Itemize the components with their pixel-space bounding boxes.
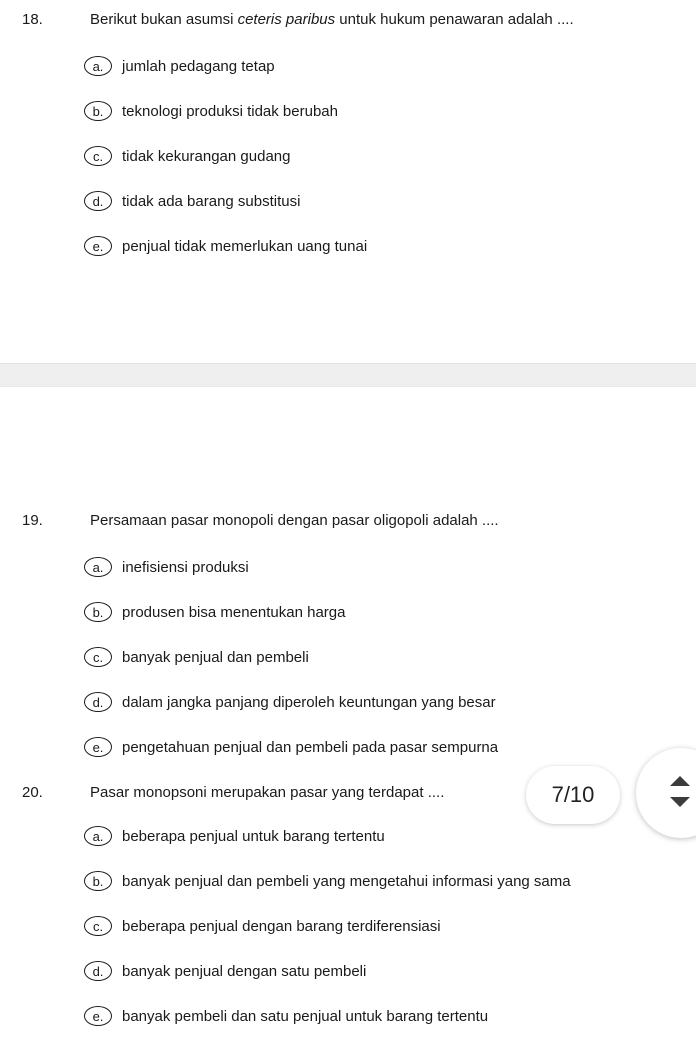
option-text: tidak ada barang substitusi [122, 192, 301, 210]
option-letter-badge: d. [84, 692, 112, 712]
option-letter-badge: b. [84, 602, 112, 622]
option-b [84, 870, 571, 892]
option-a [84, 556, 249, 578]
option-text: dalam jangka panjang diperoleh keuntungan yang besar [122, 693, 496, 711]
question-text: Berikut bukan asumsi ceteris paribus untuk hukum penawaran adalah .... [90, 11, 574, 28]
option-letter-badge: e. [84, 737, 112, 757]
option-text: banyak pembeli dan satu penjual untuk barang tertentu [122, 1007, 489, 1025]
option-letter-badge: c. [84, 916, 112, 936]
option-text: banyak penjual dengan satu pembeli [122, 962, 367, 980]
option-letter-badge: c. [84, 146, 112, 166]
option-letter-badge: b. [84, 101, 112, 121]
option-e [84, 1005, 488, 1027]
option-text: jumlah pedagang tetap [122, 57, 275, 75]
option-letter-badge: b. [84, 871, 112, 891]
page-divider [0, 363, 696, 387]
option-c [84, 915, 441, 937]
option-text: tidak kekurangan gudang [122, 147, 291, 165]
option-letter-badge: d. [84, 961, 112, 981]
option-c [84, 646, 309, 668]
option-letter-badge: d. [84, 191, 112, 211]
question-text: Pasar monopsoni merupakan pasar yang terdapat .... [90, 784, 445, 801]
option-letter-badge: a. [84, 56, 112, 76]
option-text: pengetahuan penjual dan pembeli pada pasar sempurna [122, 738, 499, 756]
question-number: 18. [22, 11, 43, 28]
question-number: 19. [22, 512, 43, 529]
option-text: produsen bisa menentukan harga [122, 603, 346, 621]
option-d [84, 190, 300, 212]
option-a [84, 825, 385, 847]
triangle-down-icon[interactable] [670, 797, 690, 807]
option-letter-badge: a. [84, 826, 112, 846]
option-letter-badge: e. [84, 1006, 112, 1026]
option-e [84, 235, 367, 257]
option-text: beberapa penjual untuk barang tertentu [122, 827, 385, 845]
page-indicator: 7/10 [526, 766, 620, 824]
question-number: 20. [22, 784, 43, 801]
option-text: banyak penjual dan pembeli yang mengetahui informasi yang sama [122, 872, 571, 890]
page-navigation-control [636, 748, 696, 838]
option-letter-badge: c. [84, 647, 112, 667]
option-a [84, 55, 275, 77]
option-text: inefisiensi produksi [122, 558, 249, 576]
option-letter-badge: e. [84, 236, 112, 256]
option-text: teknologi produksi tidak berubah [122, 102, 338, 120]
question-text: Persamaan pasar monopoli dengan pasar oligopoli adalah .... [90, 512, 499, 529]
option-c [84, 145, 290, 167]
option-text: banyak penjual dan pembeli [122, 648, 309, 666]
option-b [84, 601, 346, 623]
option-b [84, 100, 338, 122]
triangle-up-icon[interactable] [670, 776, 690, 786]
option-d [84, 691, 496, 713]
option-d [84, 960, 366, 982]
option-e [84, 736, 498, 758]
option-text: beberapa penjual dengan barang terdiferensiasi [122, 917, 441, 935]
option-letter-badge: a. [84, 557, 112, 577]
option-text: penjual tidak memerlukan uang tunai [122, 237, 368, 255]
